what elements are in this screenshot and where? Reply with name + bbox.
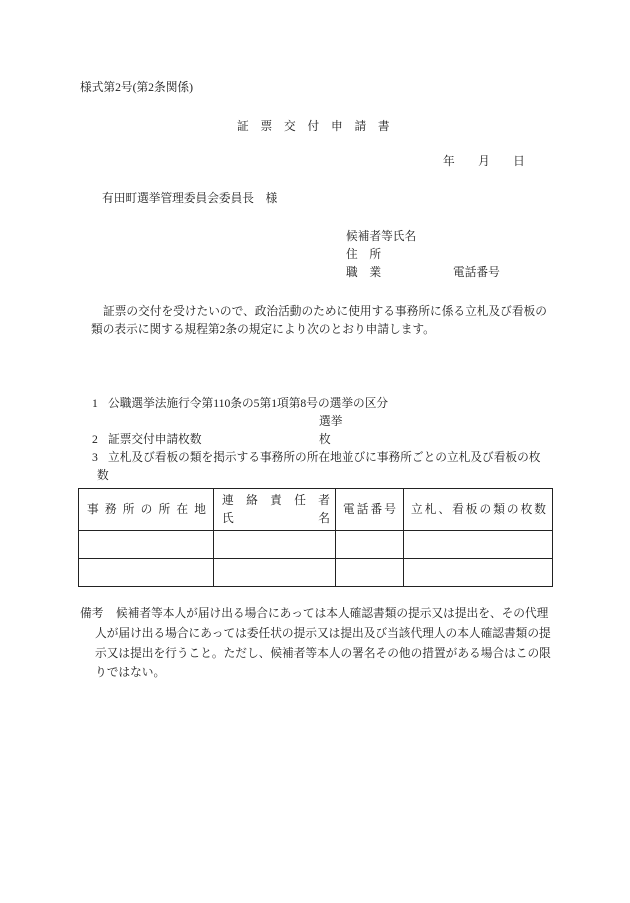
col-header-phone	[336, 489, 404, 531]
table-row	[79, 559, 553, 587]
col-header-sign-count	[404, 489, 553, 531]
item-text: 証票交付申請枚数	[108, 433, 202, 446]
col-header-label: 立札、看板の類の枚数	[411, 502, 546, 516]
form-number: 様式第2号(第2条関係)	[80, 81, 193, 94]
table-cell	[404, 559, 553, 587]
request-line: 証票の交付を受けたいので、政治活動のために使用する事務所に係る立札及び看板の	[103, 305, 547, 318]
table-cell	[336, 559, 404, 587]
item-answer-suffix: 選挙	[319, 415, 343, 428]
item-number: 3	[92, 451, 98, 464]
date-line: 年 月 日	[443, 155, 525, 168]
remarks-line: りではない。	[95, 666, 166, 679]
col-header-contact-person	[214, 489, 336, 531]
item-answer-suffix: 枚	[319, 433, 331, 446]
table-cell	[79, 531, 214, 559]
col-header-label: 氏名	[222, 511, 330, 525]
col-header-label: 電話番号	[343, 502, 396, 516]
col-header-label: 事務所の所在地	[87, 502, 206, 516]
remarks-line: 候補者等本人が届け出る場合にあっては本人確認書類の提示又は提出を、その代理	[116, 607, 549, 620]
item-text: 立札及び看板の類を掲示する事務所の所在地並びに事務所ごとの立札及び看板の枚	[108, 451, 541, 464]
table-cell	[214, 531, 336, 559]
remarks-label: 備考	[80, 607, 104, 620]
item-text-continued: 数	[97, 469, 109, 482]
table-header-row	[79, 489, 553, 531]
addressee: 有田町選挙管理委員会委員長 様	[102, 192, 278, 205]
table-cell	[79, 559, 214, 587]
table-cell	[336, 531, 404, 559]
request-line: 類の表示に関する規程第2条の規定により次のとおり申請します。	[91, 323, 435, 336]
page-title: 証票交付申請書	[237, 120, 402, 133]
remarks-line: 示又は提出を行うこと。ただし、候補者等本人の署名その他の措置がある場合はこの限	[95, 647, 551, 660]
office-table	[78, 488, 553, 587]
applicant-occupation-label: 職 業	[346, 266, 382, 279]
table-row	[79, 531, 553, 559]
table-cell	[214, 559, 336, 587]
col-header-office-address	[79, 489, 214, 531]
table-cell	[404, 531, 553, 559]
applicant-phone-label: 電話番号	[453, 266, 500, 279]
col-header-label: 連絡責任者	[222, 493, 330, 507]
remarks-line: 人が届け出る場合にあっては委任状の提示又は提出及び当該代理人の本人確認書類の提	[95, 627, 551, 640]
applicant-address-label: 住 所	[346, 248, 382, 261]
item-number: 1	[92, 397, 98, 410]
item-number: 2	[92, 433, 98, 446]
item-text: 公職選挙法施行令第110条の5第1項第8号の選挙の区分	[108, 397, 389, 410]
applicant-name-label: 候補者等氏名	[346, 230, 417, 243]
